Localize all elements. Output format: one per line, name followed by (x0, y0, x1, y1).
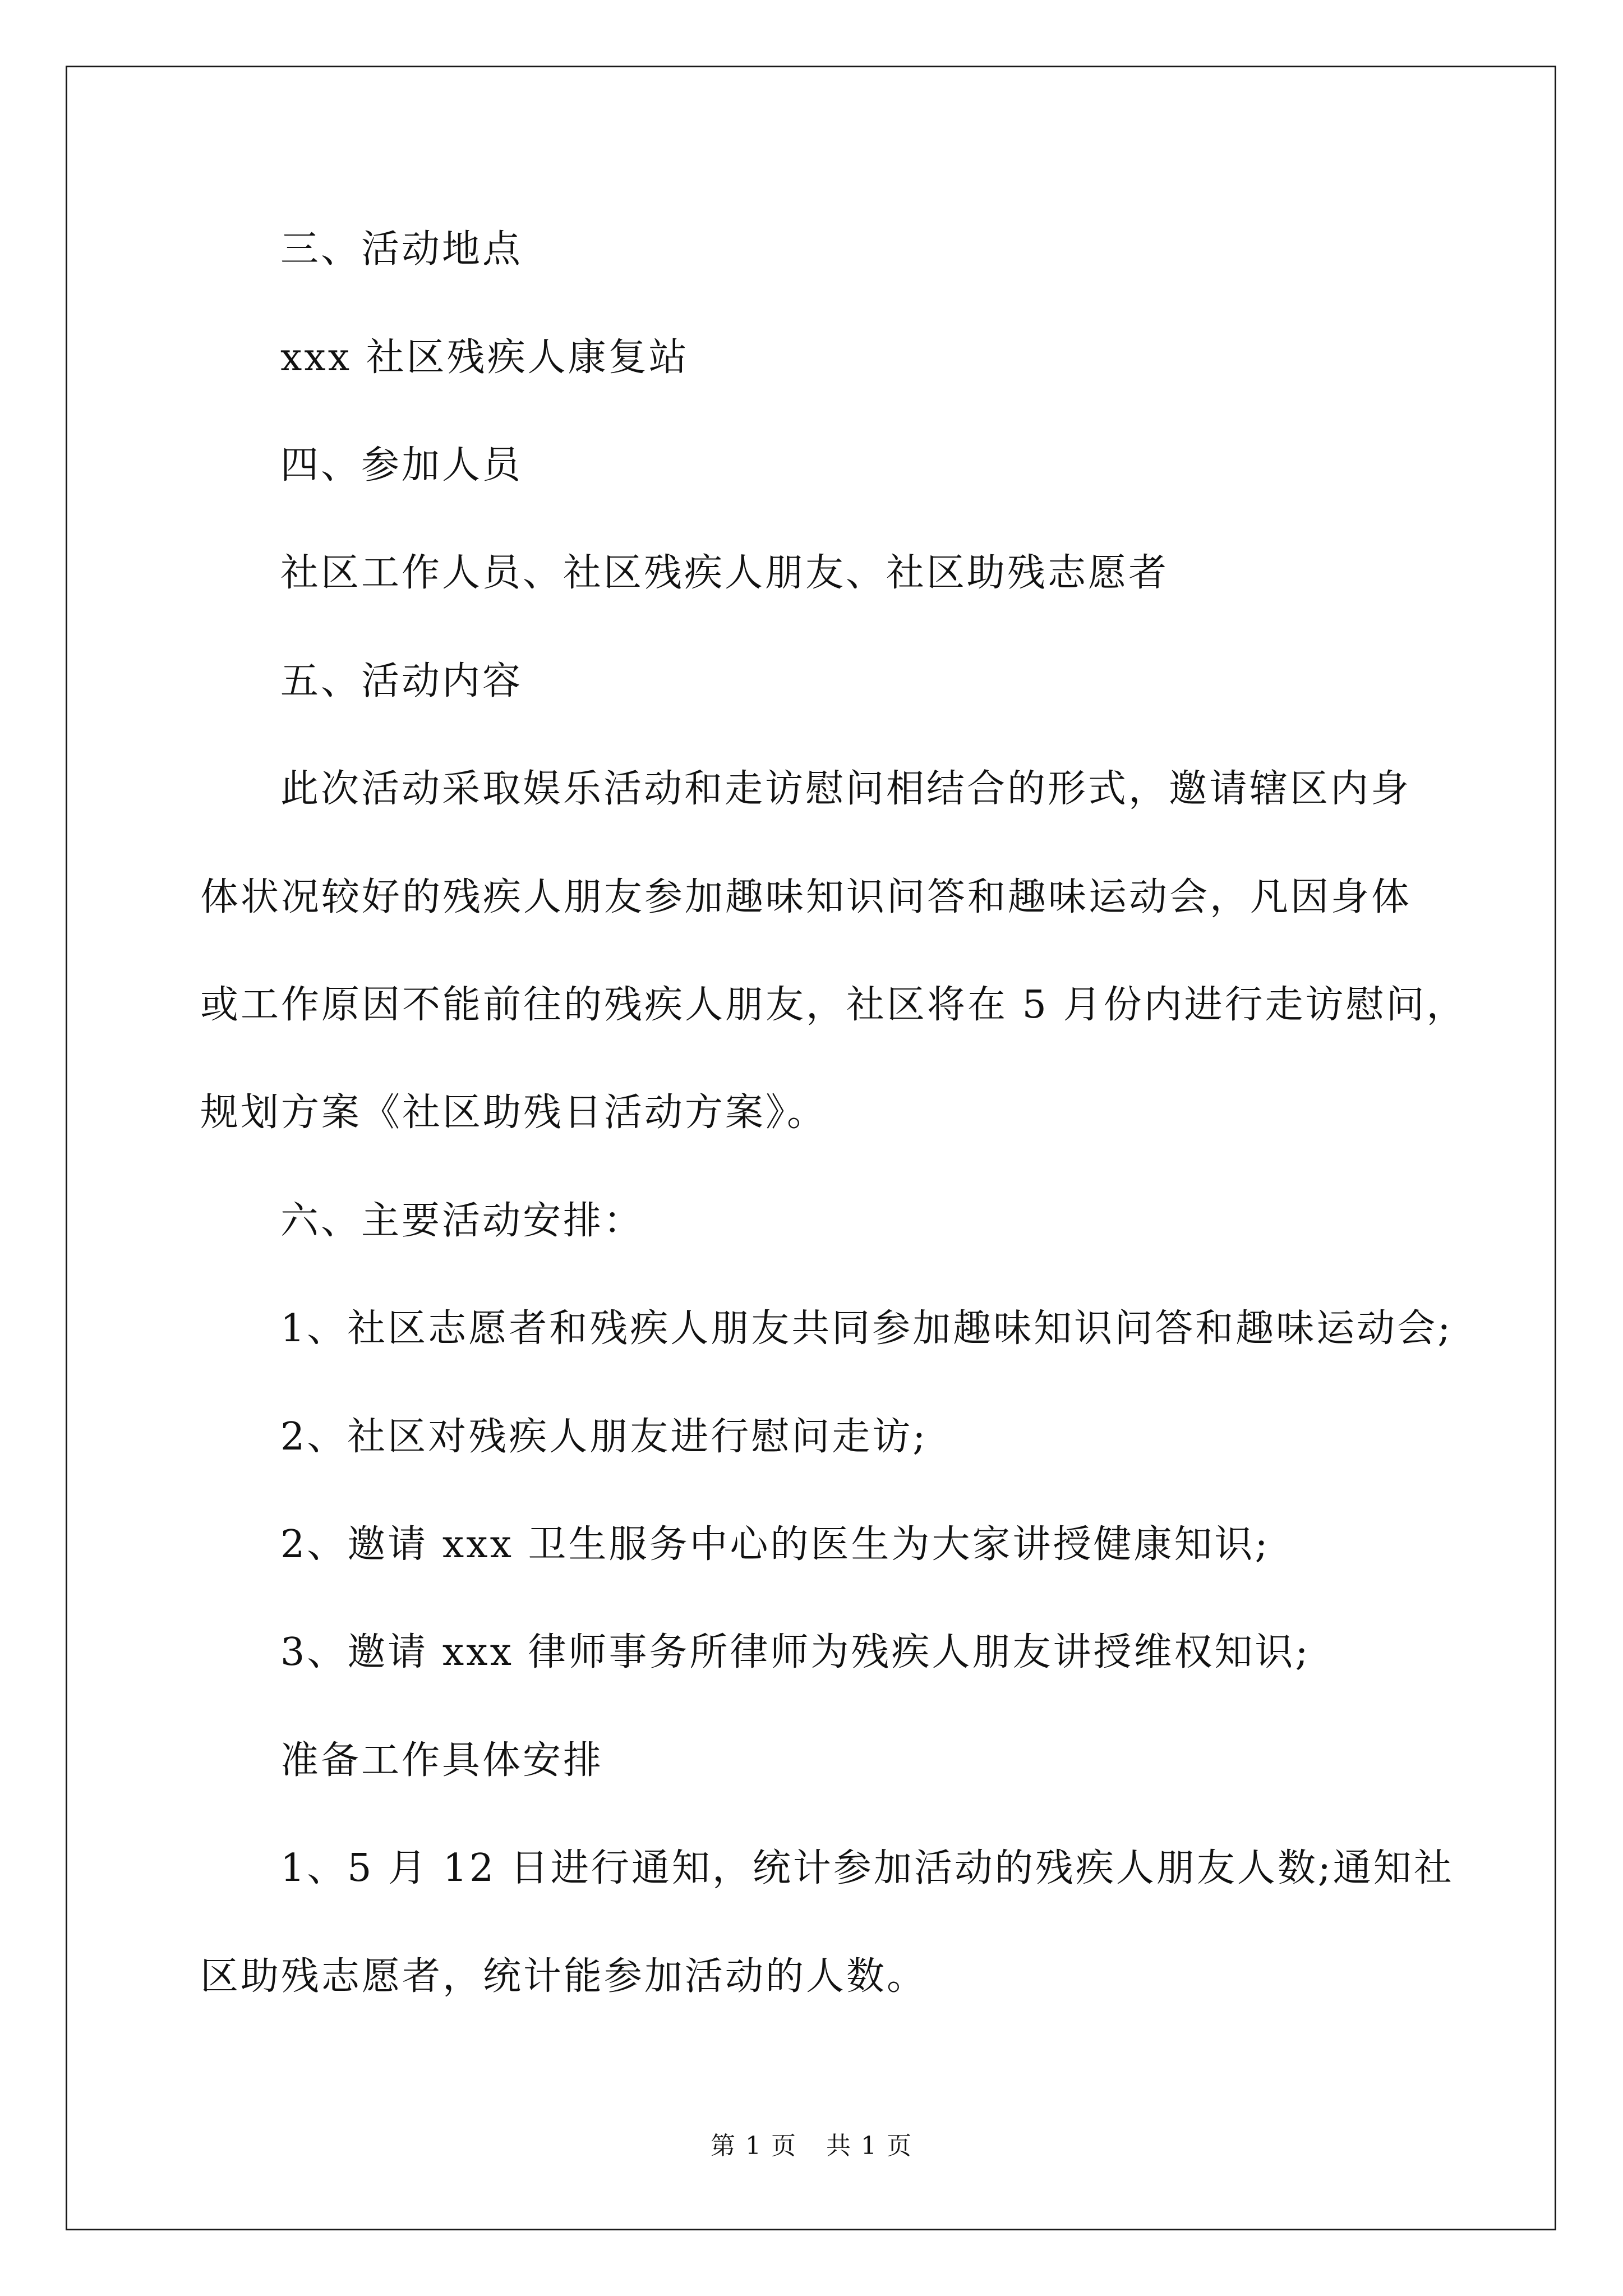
schedule-item: 2、邀请 xxx 卫生服务中心的医生为大家讲授健康知识; (280, 1522, 1270, 1567)
heading-participants: 四、参加人员 (280, 443, 523, 487)
content-paragraph-line: 此次活动采取娱乐活动和走访慰问相结合的形式，邀请辖区内身 (280, 767, 1412, 811)
schedule-item: 1、社区志愿者和残疾人朋友共同参加趣味知识问答和趣味运动会; (280, 1306, 1453, 1351)
page-border (66, 66, 1556, 2230)
page-number: 第 1 页 (711, 2132, 797, 2160)
preparation-line: 1、5 月 12 日进行通知，统计参加活动的残疾人朋友人数;通知社 (280, 1846, 1454, 1890)
heading-location: 三、活动地点 (280, 227, 523, 272)
schedule-item: 3、邀请 xxx 律师事务所律师为残疾人朋友讲授维权知识; (280, 1630, 1311, 1674)
heading-preparation: 准备工作具体安排 (280, 1738, 604, 1783)
participants-text: 社区工作人员、社区残疾人朋友、社区助残志愿者 (280, 551, 1169, 595)
page-total: 共 1 页 (826, 2132, 912, 2160)
heading-content: 五、活动内容 (280, 659, 523, 703)
location-text: xxx 社区残疾人康复站 (280, 335, 689, 380)
preparation-line: 区助残志愿者，统计能参加活动的人数。 (200, 1954, 928, 1999)
heading-schedule: 六、主要活动安排： (280, 1199, 644, 1243)
content-paragraph-line: 规划方案《社区助残日活动方案》。 (200, 1091, 828, 1135)
content-paragraph-line: 体状况较好的残疾人朋友参加趣味知识问答和趣味运动会，凡因身体 (200, 875, 1412, 919)
page-footer (0, 2129, 1623, 2163)
content-paragraph-line: 或工作原因不能前往的残疾人朋友，社区将在 5 月份内进行走访慰问， (200, 983, 1467, 1027)
schedule-item: 2、社区对残疾人朋友进行慰问走访; (280, 1415, 928, 1459)
